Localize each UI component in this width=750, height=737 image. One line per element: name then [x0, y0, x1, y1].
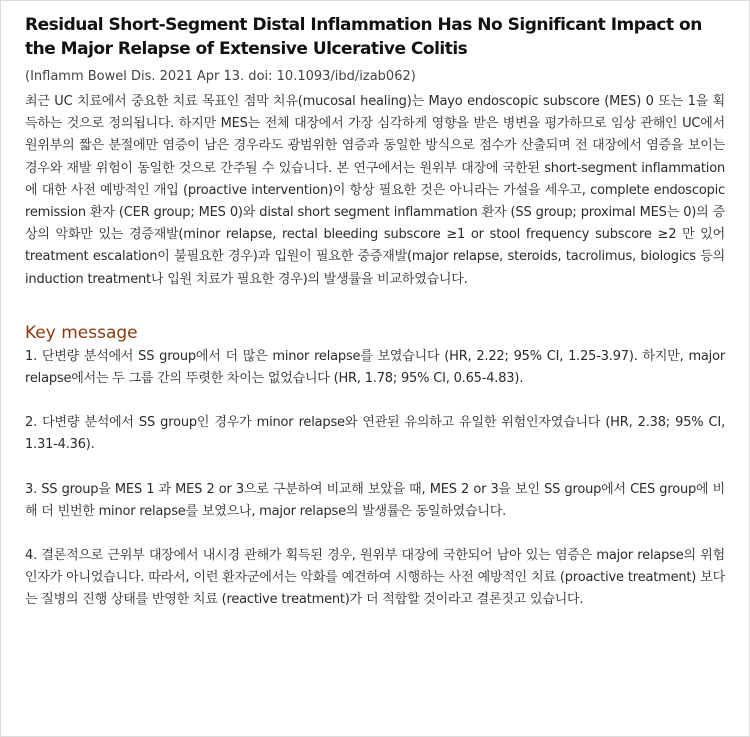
key-message-item: 1. 단변량 분석에서 SS group에서 더 많은 minor relapse를 보였습니다 (HR, 2.22; 95% CI, 1.25-3.97). 하지만, major relapse에서는 두 그룹 간의 뚜렷한 차이는 없었습니다 (HR, 1.78; 95% CI, 0.65-4.83).: [25, 348, 725, 387]
article-abstract: 최근 UC 치료에서 중요한 치료 목표인 점막 치유(mucosal healing)는 Mayo endoscopic subscore (MES) 0 또는 1을 획득하는 것으로 정의됩니다. 하지만 MES는 전체 대장에서 가장 심각하게 영향을 받은 병변을 평가하므로 임상 관해인 UC에서 원위부의 짧은 분절에만 염증이 남은 경우라도 광범위한 염증과 동일한 방식으로 점수가 산출되며 전 대장에서 염증을 보이는 경우와 재발 위험이 동일한 것으로 간주될 수 있습니다. 본 연구에서는 원위부 대장에 국한된 short-segment inflammation에 대한 사전 예방적인 개입 (proactive intervention)이 항상 필요한 것은 아니라는 가설을 세우고, complete endoscopic remission 환자 (CER group; MES 0)와 distal short segment inflammation 환자 (SS group; proximal MES는 0)의 증상의 악화만 있는 경증재발(minor relapse, rectal bleeding subscore ≥1 or stool frequency subscore ≥2 만 있어 treatment escalation이 불필요한 경우)과 입원이 필요한 중증재발(major relapse, steroids, tacrolimus, biologics 등의 induction treatment나 입원 치료가 필요한 경우)의 발생률을 비교하였습니다.: [25, 94, 725, 287]
key-message-item: 3. SS group을 MES 1 과 MES 2 or 3으로 구분하여 비교해 보았을 때, MES 2 or 3을 보인 SS group에서 CES group에 비해 더 빈번한 minor relapse를 보였으나, major relapse의 발생률은 동일하였습니다.: [25, 481, 725, 519]
key-message-item: 2. 다변량 분석에서 SS group인 경우가 minor relapse와 연관된 유의하고 유일한 위험인자였습니다 (HR, 2.38; 95% CI, 1.31-4.36).: [25, 415, 725, 453]
key-message-item: 4. 결론적으로 근위부 대장에서 내시경 관해가 획득된 경우, 원위부 대장에 국한되어 남아 있는 염증은 major relapse의 위험 인자가 아니었습니다. 따라서, 이런 환자군에서는 악화를 예견하여 시행하는 사전 예방적인 치료 (proactive treatment) 보다는 질병의 진행 상태를 반영한 치료 (reactive treatment)가 더 적합할 것이라고 결론짓고 있습니다.: [25, 548, 725, 608]
key-message-heading: Key message: [25, 322, 138, 343]
article-title: Residual Short-Segment Distal Inflammation Has No Significant Impact on the Major Relapse of Extensive Ulcerative Colitis: [25, 15, 702, 59]
article-citation: (Inflamm Bowel Dis. 2021 Apr 13. doi: 10.1093/ibd/izab062): [25, 69, 416, 84]
key-message-list: [25, 346, 725, 612]
article: [1, 1, 749, 612]
